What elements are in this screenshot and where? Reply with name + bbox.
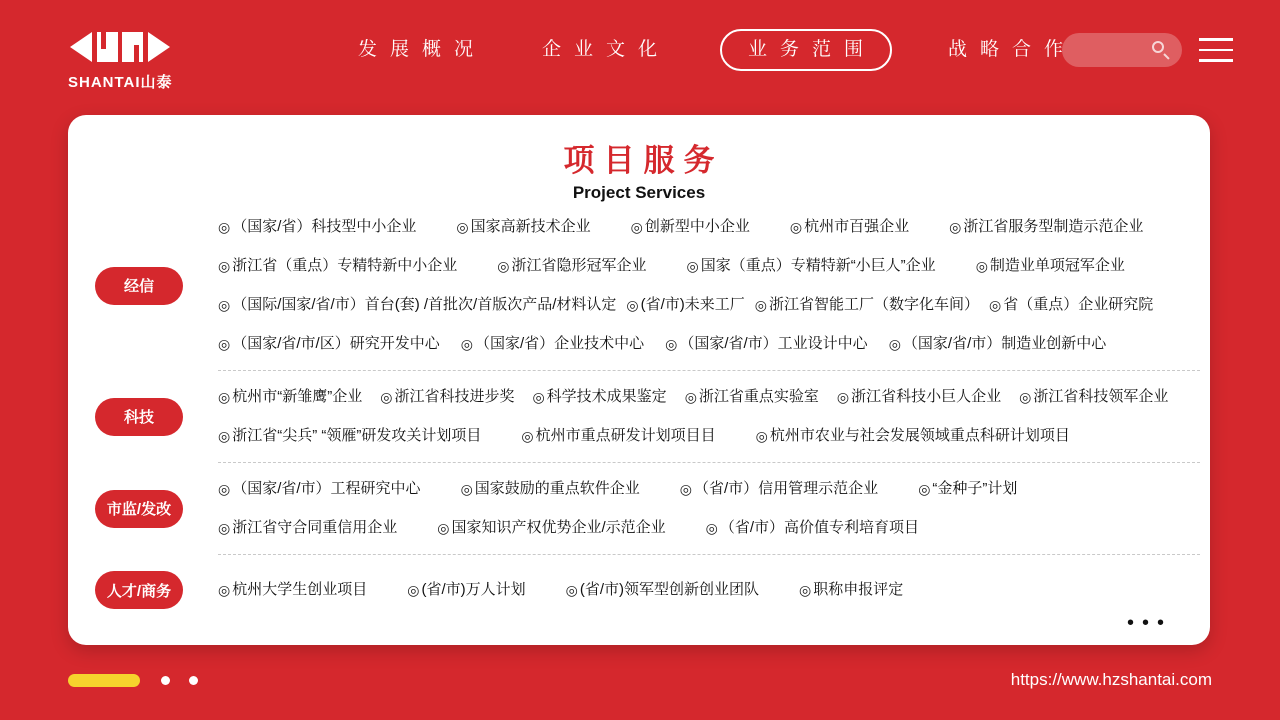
service-item-label: 科学技术成果鉴定 [546,388,667,405]
bullet-icon: ◎ [218,481,231,497]
service-item[interactable] [521,426,715,446]
service-item-label: 浙江省科技领军企业 [1033,388,1169,405]
service-item-label: （国家/省/市/区）研究开发中心 [232,335,440,352]
dashed-divider [218,462,1200,463]
service-item-label: （省/市）高价值专利培育项目 [719,519,920,536]
bullet-icon: ◎ [460,481,473,497]
service-rows [218,580,1210,600]
service-item[interactable] [218,295,616,315]
carousel-progress-bar[interactable] [68,674,140,687]
service-item[interactable] [631,217,750,237]
bullet-icon: ◎ [218,336,231,352]
service-item-label: (省/市)领军型创新创业团队 [579,581,760,598]
bullet-icon: ◎ [218,428,231,444]
service-item-label: 浙江省隐形冠军企业 [511,257,647,274]
service-item-label: 浙江省守合同重信用企业 [232,519,398,536]
service-item-label: 杭州市农业与社会发展领域重点科研计划项目 [769,427,1070,444]
service-item-label: 浙江省（重点）专精特新中小企业 [232,257,458,274]
bullet-icon: ◎ [218,219,231,235]
dashed-divider [218,554,1200,555]
service-item-label: (省/市)万人计划 [421,581,526,598]
menu-icon[interactable] [1199,38,1233,62]
service-item[interactable] [218,387,362,407]
service-item-label: 国家（重点）专精特新“小巨人”企业 [700,257,936,274]
project-services-card [68,115,1210,645]
logo[interactable] [68,30,172,92]
service-item[interactable] [837,387,1001,407]
brand-text: SHANTAI山泰 [68,74,173,91]
bullet-icon: ◎ [789,219,803,235]
bullet-icon: ◎ [1019,389,1032,405]
dashed-divider [218,370,1200,371]
category-column [68,267,218,305]
service-item[interactable] [756,426,1070,446]
bullet-icon: ◎ [754,297,767,313]
bullet-icon: ◎ [665,336,678,352]
carousel-dot-1[interactable] [161,676,170,685]
service-item[interactable] [790,217,909,237]
service-item[interactable] [407,580,525,600]
bullet-icon: ◎ [437,520,450,536]
bullet-icon: ◎ [888,336,901,352]
bullet-icon: ◎ [218,520,231,536]
service-item[interactable] [218,256,457,276]
service-item[interactable] [685,387,819,407]
service-item[interactable] [686,256,935,276]
bullet-icon: ◎ [460,336,473,352]
bullet-icon: ◎ [975,258,988,274]
service-row [218,256,1202,276]
more-ellipsis[interactable]: ••• [1126,612,1172,634]
service-item-label: （国家/省/市）制造业创新中心 [902,335,1107,352]
category-column [68,398,218,436]
bullet-icon: ◎ [799,582,812,598]
bullet-icon: ◎ [218,297,231,313]
service-rows [218,387,1210,446]
service-item[interactable] [1019,387,1168,407]
service-item[interactable] [437,518,665,538]
bullet-icon: ◎ [679,481,693,497]
bullet-icon: ◎ [630,219,643,235]
carousel-dot-2[interactable] [189,676,198,685]
category-column [68,571,218,609]
service-item-label: 浙江省重点实验室 [698,388,819,405]
bullet-icon: ◎ [684,389,697,405]
service-item-label: （省/市）信用管理示范企业 [694,480,879,497]
service-item[interactable] [461,479,640,499]
service-item-label: 浙江省科技小巨人企业 [851,388,1002,405]
service-item[interactable] [532,387,666,407]
service-item-label: 职称申报评定 [813,581,904,598]
service-item-label: (省/市)未来工厂 [640,296,745,313]
main-nav [352,30,1076,70]
service-groups [68,217,1210,609]
service-item-label: 杭州市“新雏鹰”企业 [232,388,363,405]
service-item-label: （国际/国家/省/市）首台(套) /首批次/首版次产品/材料认定 [232,296,617,313]
bullet-icon: ◎ [218,582,231,598]
bullet-icon: ◎ [918,481,931,497]
service-item-label: “金种子”计划 [932,480,1018,497]
service-item[interactable] [626,295,744,315]
bullet-icon: ◎ [949,219,962,235]
bullet-icon: ◎ [565,582,578,598]
service-row [218,334,1202,354]
page-title: 项目服务 [563,143,724,178]
bullet-icon: ◎ [686,258,699,274]
category-column [68,490,218,528]
bullet-icon: ◎ [836,389,850,405]
page-subtitle: Project Services [572,183,706,202]
search-input[interactable] [1074,33,1154,67]
service-item[interactable] [989,295,1153,315]
service-item[interactable] [218,217,416,237]
service-row [218,217,1202,237]
bullet-icon: ◎ [380,389,393,405]
service-item[interactable] [461,334,644,354]
category-pill[interactable]: 市监/发改 [95,490,183,528]
service-item-label: 杭州市重点研发计划项目目 [535,427,716,444]
category-pill[interactable]: 科技 [95,398,183,436]
bullet-icon: ◎ [532,389,545,405]
service-item-label: 浙江省智能工厂（数字化车间） [769,296,980,313]
service-item-label: 杭州大学生创业项目 [232,581,368,598]
service-item[interactable] [456,217,590,237]
bullet-icon: ◎ [407,582,420,598]
service-item-label: 省（重点）企业研究院 [1003,296,1154,313]
service-item-label: 浙江省“尖兵” “领雁”研发攻关计划项目 [232,427,482,444]
bullet-icon: ◎ [218,258,231,274]
service-row [218,426,1202,446]
service-item[interactable] [218,334,440,354]
search-box[interactable] [1062,33,1182,67]
service-item-label: 杭州市百强企业 [804,218,910,235]
service-rows [218,217,1210,354]
service-item-label: 浙江省服务型制造示范企业 [963,218,1144,235]
category-pill[interactable]: 经信 [95,267,183,305]
category-pill[interactable]: 人才/商务 [95,571,183,609]
service-group [68,571,1210,609]
service-item[interactable] [218,518,397,538]
service-item-label: （国家/省）科技型中小企业 [232,218,417,235]
service-item[interactable] [218,479,421,499]
nav-item-business-scope[interactable]: 业务范围 [720,29,892,71]
bullet-icon: ◎ [456,219,469,235]
service-item-label: 浙江省科技进步奖 [394,388,515,405]
service-item[interactable] [755,295,979,315]
service-row [218,580,1202,600]
service-item[interactable] [918,479,1017,499]
site-url: https://www.hzshantai.com [1010,670,1212,689]
service-item-label: 国家知识产权优势企业/示范企业 [451,519,666,536]
service-item-label: （国家/省/市）工业设计中心 [679,335,868,352]
service-item[interactable] [218,580,367,600]
service-item[interactable] [380,387,514,407]
service-item[interactable] [889,334,1107,354]
service-group [68,387,1210,446]
bullet-icon: ◎ [755,428,768,444]
bullet-icon: ◎ [497,258,510,274]
service-row [218,295,1202,315]
service-item-label: 国家鼓励的重点软件企业 [474,480,640,497]
bullet-icon: ◎ [218,389,231,405]
service-item[interactable] [680,479,878,499]
bullet-icon: ◎ [521,428,534,444]
service-item[interactable] [665,334,868,354]
service-item[interactable] [706,518,919,538]
service-item-label: （国家/省）企业技术中心 [474,335,645,352]
nav-item-cooperation[interactable]: 战略合作 [948,39,1077,60]
service-item[interactable] [949,217,1143,237]
service-rows [218,479,1210,538]
service-row [218,387,1202,407]
service-group [68,479,1210,538]
service-row [218,518,1202,538]
search-icon[interactable] [1152,41,1170,59]
bullet-icon: ◎ [705,520,718,536]
site-header [0,0,1280,100]
service-group [68,217,1210,354]
service-item-label: 制造业单项冠军企业 [989,257,1125,274]
bullet-icon: ◎ [989,297,1002,313]
logo-mark-icon [68,30,172,64]
service-item[interactable] [497,256,646,276]
service-item[interactable] [799,580,903,600]
service-item[interactable] [566,580,759,600]
service-item[interactable] [218,426,481,446]
service-item-label: （国家/省/市）工程研究中心 [232,480,421,497]
nav-item-culture[interactable]: 企业文化 [542,39,671,60]
bullet-icon: ◎ [626,297,639,313]
service-item[interactable] [976,256,1125,276]
service-item-label: 国家高新技术企业 [470,218,591,235]
nav-item-development[interactable]: 发展概况 [358,39,487,60]
service-row [218,479,1202,499]
service-item-label: 创新型中小企业 [644,218,750,235]
